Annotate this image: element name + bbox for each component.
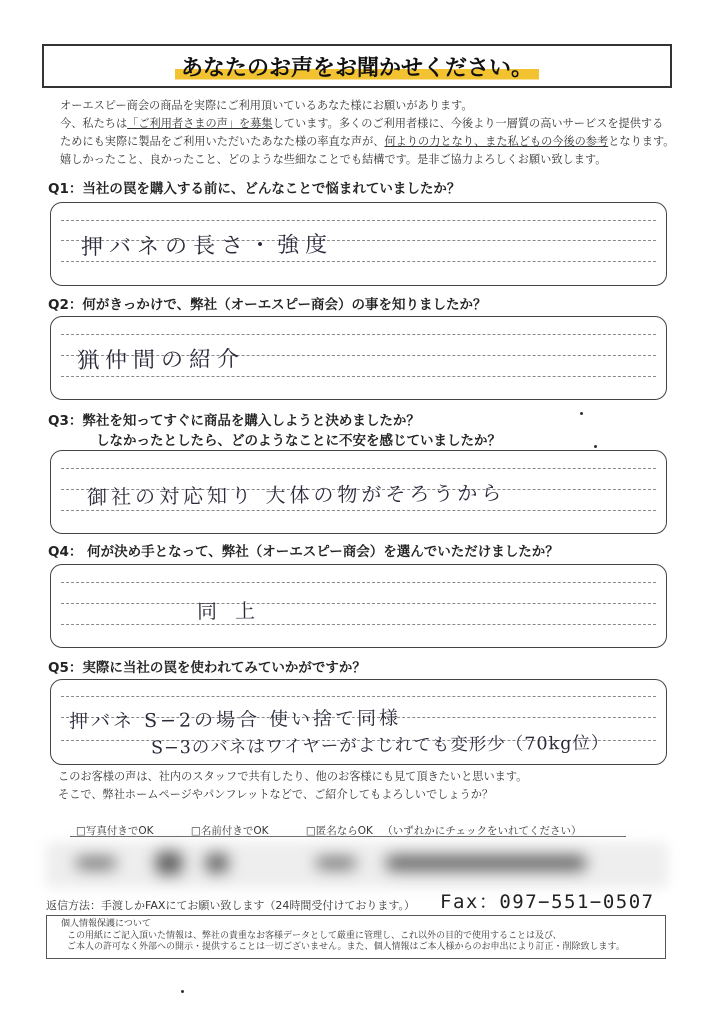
redacted-mark bbox=[386, 856, 586, 870]
consent-text bbox=[58, 768, 527, 804]
dashed-line bbox=[61, 603, 656, 604]
intro-line-2-a: 今、私たちは bbox=[60, 117, 128, 130]
handwritten-answer-5-line-1: 押バネ S−2の場合 使い捨て同様 bbox=[68, 707, 402, 733]
checkbox-name-ok[interactable]: □名前付きでOK bbox=[190, 825, 269, 837]
intro-line-1: オーエスピー商会の商品を実際にご利用頂いているあなた様にお願いがあります。 bbox=[60, 99, 473, 112]
question-2: Q2：何がきっかけで、弊社（オーエスピー商会）の事を知りましたか？ bbox=[48, 297, 487, 313]
answer-box-1[interactable] bbox=[50, 202, 667, 286]
checkbox-anonymous-ok[interactable]: □匿名ならOK bbox=[305, 825, 373, 837]
dashed-line bbox=[61, 624, 656, 625]
scan-speck bbox=[580, 412, 583, 415]
answer-box-5[interactable] bbox=[50, 679, 667, 765]
scan-speck bbox=[181, 990, 184, 993]
handwritten-answer-4: 同上 bbox=[196, 598, 274, 624]
dashed-line bbox=[61, 696, 656, 697]
dashed-line bbox=[61, 220, 656, 221]
check-underline bbox=[70, 836, 626, 837]
intro-line-4: 嬉しかったこと、良かったこと、どのような些細なことでも結構です。是非ご協力よろしくお願い致します。 bbox=[60, 153, 607, 166]
consent-line-1: このお客様の声は、社内のスタッフで共有したり、他のお客様にも見て頂きたいと思います。 bbox=[58, 770, 528, 783]
handwritten-answer-2: 猟仲間の紹介 bbox=[76, 347, 246, 374]
checkbox-photo-ok[interactable]: □写真付きでOK bbox=[76, 825, 154, 837]
privacy-line-2: ご本人の許可なく外部への開示・提供することは一切ございません。また、個人情報はご本人様からのお申出により訂正・削除致します。 bbox=[67, 942, 625, 952]
question-1: Q1：当社の罠を購入する前に、どんなことで悩まれていましたか？ bbox=[48, 181, 461, 197]
intro-line-3-c: となります。 bbox=[608, 135, 675, 148]
intro-line-2-highlight: 「ご利用者さまの声」を募集 bbox=[127, 117, 273, 130]
redacted-area bbox=[46, 842, 668, 888]
privacy-notice bbox=[46, 915, 666, 959]
reply-method: 返信方法：手渡しかFAXにてお願い致します（24時間受付けております。） bbox=[46, 899, 415, 912]
handwritten-answer-3: 御社の対応知り 大体の物がそろうから bbox=[86, 480, 506, 510]
redacted-mark bbox=[206, 854, 228, 872]
answer-box-3[interactable] bbox=[50, 450, 667, 534]
dashed-line bbox=[61, 261, 656, 262]
dashed-line bbox=[61, 582, 656, 583]
question-3-line-2: しなかったとしたら、どのようなことに不安を感じていましたか？ bbox=[96, 433, 501, 449]
intro-text bbox=[60, 97, 680, 169]
privacy-line-1: この用紙にご記入頂いた情報は、弊社の貴重なお客様データとして厳重に管理し、これ以外の目的で使用することは及び、 bbox=[67, 930, 562, 941]
dashed-line bbox=[61, 334, 656, 335]
consent-line-2: そこで、弊社ホームページやパンフレットなどで、ご紹介してもよろしいでしょうか？ bbox=[58, 788, 494, 801]
checkbox-note: （いずれかにチェックをいれてください） bbox=[382, 825, 582, 837]
handwritten-answer-1: 押バネの長さ・強度 bbox=[80, 232, 334, 261]
answer-box-4[interactable] bbox=[50, 564, 667, 648]
privacy-title: 個人情報保護について bbox=[61, 919, 151, 929]
question-5: Q5：実際に当社の罠を使われてみていかがですか？ bbox=[48, 660, 366, 676]
fax-number: Fax：097−551−0507 bbox=[440, 891, 655, 913]
intro-line-3-highlight: 何よりの力となり、また私どもの今後の参考 bbox=[384, 135, 609, 148]
question-3: Q3：弊社を知ってすぐに商品を購入しようと決めましたか？ bbox=[48, 413, 420, 429]
title-box bbox=[42, 44, 672, 88]
redacted-mark bbox=[76, 858, 116, 868]
intro-line-3 bbox=[60, 133, 680, 151]
intro-line-2-c: しています。多くのご利用者様に、今後より一層質の高いサービスを提供する bbox=[272, 117, 664, 130]
answer-box-2[interactable] bbox=[50, 316, 667, 400]
question-4: Q4： 何が決め手となって、弊社（オーエスピー商会）を選んでいただけましたか？ bbox=[48, 544, 559, 560]
intro-line-3-a: ためにも実際に製品をご利用いただいたあなた様の率直な声が、 bbox=[60, 135, 385, 148]
page-title: あなたのお声をお聞かせください。 bbox=[175, 51, 539, 82]
intro-line-2 bbox=[60, 115, 680, 133]
scan-speck bbox=[594, 445, 597, 448]
dashed-line bbox=[61, 510, 656, 511]
redacted-mark bbox=[156, 852, 182, 874]
dashed-line bbox=[61, 376, 656, 377]
dashed-line bbox=[61, 468, 656, 469]
redacted-mark bbox=[316, 858, 356, 868]
handwritten-answer-5-line-2: S−3のバネはワイヤーがよじれても変形少（70kg位） bbox=[150, 733, 610, 759]
